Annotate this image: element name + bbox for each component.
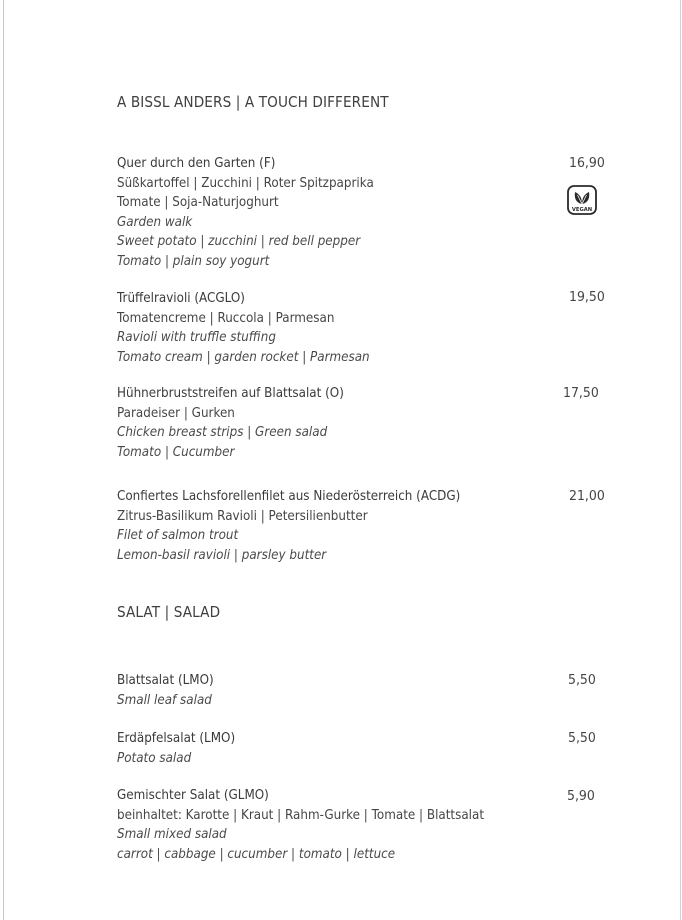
dish-description-en: Sweet potato | zucchini | red bell pepper	[117, 233, 361, 249]
menu-item	[117, 154, 617, 271]
dish-description-de: beinhaltet: Karotte | Kraut | Rahm-Gurke | Tomate | Blattsalat	[117, 806, 485, 823]
dish-price: 5,90	[567, 788, 595, 804]
dish-description-en: Lemon-basil ravioli | parsley butter	[117, 546, 327, 563]
dish-name-en: Chicken breast strips | Green salad	[117, 424, 328, 440]
menu-item	[117, 487, 617, 565]
dish-name: Blattsalat (LMO)	[117, 672, 214, 688]
dish-description-en: carrot | cabbage | cucumber | tomato | lettuce	[117, 845, 396, 862]
dish-name-en: Garden walk	[117, 213, 193, 230]
dish-description-en: Tomato cream | garden rocket | Parmesan	[117, 348, 370, 365]
section-title-salad: SALAT | SALAD	[117, 603, 221, 621]
section-title-a-touch-different: A BISSL ANDERS | A TOUCH DIFFERENT	[117, 93, 389, 111]
dish-description-en: Tomato | Cucumber	[117, 443, 235, 460]
dish-description-de: Tomatencreme | Ruccola | Parmesan	[117, 309, 335, 326]
menu-item	[117, 729, 617, 768]
dish-description-de: Tomate | Soja-Naturjoghurt	[117, 194, 279, 210]
dish-name: Gemischter Salat (GLMO)	[117, 787, 269, 803]
vegan-badge-label: VEGAN	[571, 207, 593, 213]
dish-name: Hühnerbruststreifen auf Blattsalat (O)	[117, 385, 344, 401]
dish-name-en: Filet of salmon trout	[117, 527, 239, 543]
dish-name: Confiertes Lachsforellenfilet aus Niederösterreich (ACDG)	[117, 488, 461, 504]
dish-price: 16,90	[569, 155, 605, 171]
dish-name: Erdäpfelsalat (LMO)	[117, 730, 236, 746]
dish-description-de: Paradeiser | Gurken	[117, 404, 235, 421]
menu-item	[117, 384, 617, 462]
dish-name-en: Small leaf salad	[117, 691, 212, 708]
dish-description-en: Tomato | plain soy yogurt	[117, 252, 270, 269]
dish-name-en: Ravioli with truffle stuffing	[117, 329, 276, 345]
dish-price: 5,50	[568, 730, 596, 746]
vegan-leaf-icon	[567, 185, 597, 215]
menu-item	[117, 671, 617, 710]
dish-price: 5,50	[568, 672, 596, 688]
dish-description-de: Süßkartoffel | Zucchini | Roter Spitzpaprika	[117, 174, 374, 191]
dish-description-de: Zitrus-Basilikum Ravioli | Petersilienbutter	[117, 507, 368, 524]
page-edge-right	[680, 0, 681, 920]
dish-price: 17,50	[563, 385, 599, 401]
menu-item	[117, 786, 617, 864]
dish-price: 21,00	[569, 488, 605, 504]
dish-name-en: Small mixed salad	[117, 826, 227, 842]
dish-name-en: Potato salad	[117, 749, 192, 766]
page-edge-left	[3, 0, 4, 920]
dish-name: Trüffelravioli (ACGLO)	[117, 290, 245, 306]
dish-name: Quer durch den Garten (F)	[117, 155, 276, 171]
menu-item	[117, 289, 617, 367]
dish-price: 19,50	[569, 289, 605, 305]
